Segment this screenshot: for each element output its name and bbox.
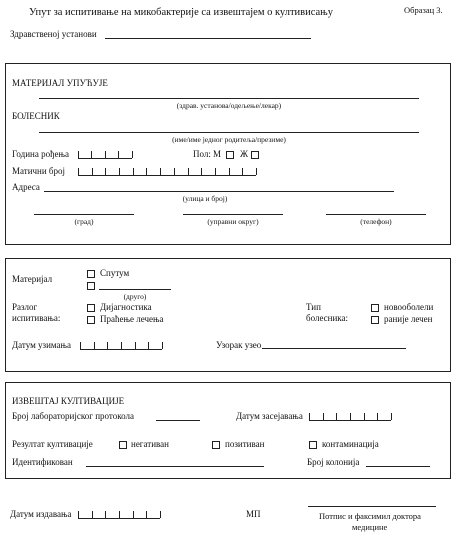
id-number-field[interactable] [78, 168, 256, 176]
birth-year-field[interactable] [78, 151, 132, 159]
issue-date-label: Датум издавања [10, 509, 72, 519]
birth-year-label: Година рођења [12, 149, 69, 159]
sampling-date-field[interactable] [80, 342, 162, 350]
contamination-checkbox[interactable] [309, 441, 317, 449]
negative-label: негативан [131, 439, 169, 449]
section1-heading: МАТЕРИЈАЛ УПУЋУЈЕ [12, 78, 108, 88]
material-section [5, 258, 451, 372]
city-field[interactable] [34, 214, 134, 215]
district-caption: (управни округ) [207, 217, 259, 226]
signature-field[interactable] [308, 506, 436, 507]
phone-caption: (телефон) [360, 217, 392, 226]
patient-caption: (име/име једног родитеља/презиме) [172, 135, 286, 144]
negative-checkbox[interactable] [119, 441, 127, 449]
treatment-checkbox[interactable] [87, 316, 95, 324]
sender-field[interactable] [39, 98, 419, 99]
material-label: Материјал [12, 274, 53, 284]
patient-label: БОЛЕСНИК [12, 111, 60, 121]
seeding-date-field[interactable] [309, 413, 391, 421]
sex-label: Пол: [193, 149, 211, 159]
section3-heading: ИЗВЕШТАЈ КУЛТИВАЦИЈЕ [12, 396, 125, 406]
positive-checkbox[interactable] [212, 441, 220, 449]
identified-label: Идентификован [12, 457, 73, 467]
address-label: Адреса [12, 182, 40, 192]
patient-type-label-1: Тип [306, 302, 321, 312]
result-label: Резултат култивације [12, 439, 93, 449]
sex-female-checkbox[interactable] [251, 151, 259, 159]
sputum-checkbox[interactable] [87, 270, 95, 278]
institution-label: Здравственој установи [10, 29, 97, 39]
sex-female-label: Ж [240, 149, 249, 159]
city-caption: (град) [74, 217, 94, 226]
other-material-field[interactable] [99, 289, 171, 290]
contamination-label: контаминација [322, 439, 379, 449]
district-field[interactable] [183, 214, 283, 215]
other-caption: (друго) [123, 292, 147, 301]
lab-protocol-label: Број лабораторијског протокола [12, 411, 135, 421]
colony-count-label: Број колонија [307, 457, 360, 467]
previously-treated-checkbox[interactable] [371, 316, 379, 324]
reason-label-1: Разлог [12, 302, 38, 312]
patient-type-label-2: болесника: [306, 313, 349, 323]
treatment-label: Праћење лечења [100, 314, 164, 324]
form-title: Упут за испитивање на микобактерије са извештајем о култивисању [29, 7, 334, 18]
signature-line-1: Потпис и факсимил доктора [319, 511, 421, 521]
new-case-label: новооболели [384, 302, 434, 312]
address-caption: (улица и број) [182, 194, 228, 203]
colony-count-field[interactable] [366, 466, 430, 467]
signature-line-2: медицине [352, 522, 388, 532]
positive-label: позитиван [225, 439, 265, 449]
previously-treated-label: раније лечен [384, 314, 433, 324]
sex-male-checkbox[interactable] [226, 151, 234, 159]
issue-date-field[interactable] [78, 511, 160, 519]
identified-field[interactable] [86, 466, 264, 467]
lab-protocol-field[interactable] [156, 420, 200, 421]
patient-name-field[interactable] [39, 132, 419, 133]
diagnostics-label: Дијагностика [100, 302, 152, 312]
sender-caption: (здрав. установа/одељење/лекар) [176, 101, 282, 110]
phone-field[interactable] [326, 214, 426, 215]
sputum-label: Спутум [100, 268, 130, 278]
form-number: Образац 3. [404, 5, 443, 15]
sampling-date-label: Датум узимања [12, 340, 72, 350]
sex-male-label: М [213, 149, 222, 159]
id-number-label: Матични број [12, 166, 66, 176]
other-material-checkbox[interactable] [87, 282, 95, 290]
culture-report-section [5, 382, 451, 479]
sample-taken-by-field[interactable] [262, 348, 406, 349]
sample-taken-by-label: Узорак узео [216, 340, 262, 350]
new-case-checkbox[interactable] [371, 304, 379, 312]
sender-patient-section [5, 63, 451, 245]
address-field[interactable] [44, 191, 394, 192]
stamp-label: МП [246, 509, 261, 519]
reason-label-2: испитивања: [12, 313, 61, 323]
seeding-date-label: Датум засејавања [236, 411, 303, 421]
institution-field[interactable] [105, 38, 311, 39]
diagnostics-checkbox[interactable] [87, 304, 95, 312]
